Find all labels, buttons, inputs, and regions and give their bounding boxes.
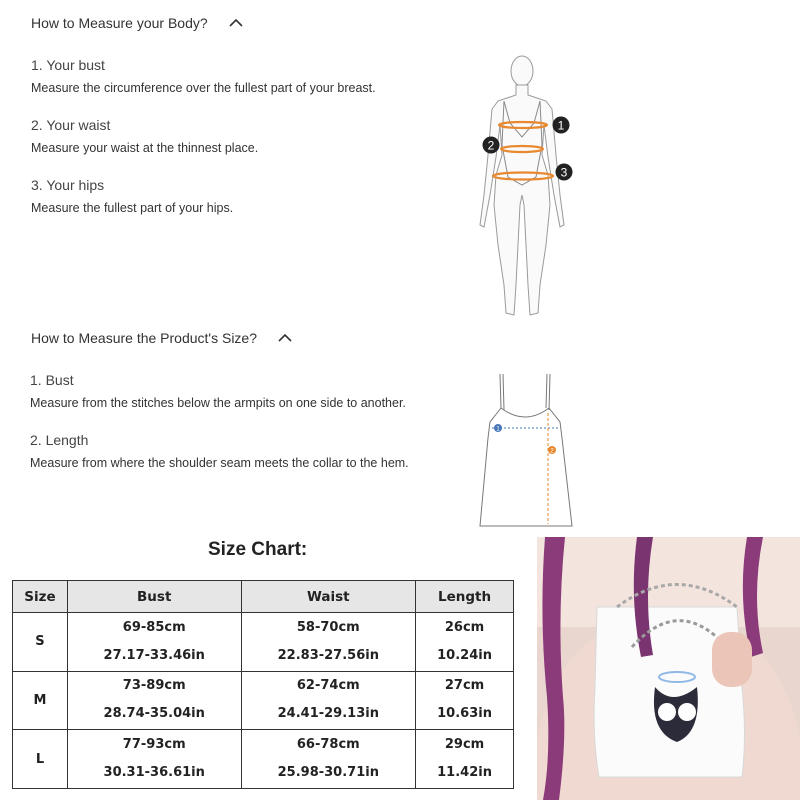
marker-3-icon bbox=[556, 164, 573, 181]
product-section-heading: How to Measure the Product's Size? bbox=[31, 330, 258, 346]
product-photo bbox=[537, 537, 800, 800]
bust-cm: 69-85cm bbox=[122, 619, 186, 635]
product-item-length-title: 2. Length bbox=[30, 432, 89, 448]
waist-cm: 66-78cm bbox=[296, 737, 360, 753]
body-section-toggle[interactable] bbox=[31, 15, 244, 31]
table-row bbox=[13, 730, 514, 789]
header-length: Length bbox=[416, 581, 514, 613]
chevron-up-icon[interactable] bbox=[228, 18, 244, 28]
length-cell bbox=[416, 613, 514, 672]
body-section-heading: How to Measure your Body? bbox=[31, 15, 208, 31]
bust-cell bbox=[67, 730, 241, 789]
waist-cell bbox=[241, 730, 416, 789]
body-item-hips-title: 3. Your hips bbox=[31, 177, 105, 193]
body-item-waist-title: 2. Your waist bbox=[31, 117, 111, 133]
waist-cm: 58-70cm bbox=[296, 619, 360, 635]
header-waist: Waist bbox=[241, 581, 416, 613]
bust-in: 28.74-35.04in bbox=[103, 706, 205, 722]
size-chart-table bbox=[12, 580, 514, 789]
length-cell bbox=[416, 730, 514, 789]
product-item-bust-desc: Measure from the stitches below the armpits on one side to another. bbox=[30, 396, 406, 410]
body-item-bust-desc: Measure the circumference over the fullest part of your breast. bbox=[31, 81, 376, 95]
length-in: 10.24in bbox=[437, 647, 492, 663]
svg-text:2: 2 bbox=[487, 138, 495, 153]
chevron-up-icon[interactable] bbox=[277, 333, 293, 343]
bust-cm: 73-89cm bbox=[122, 678, 186, 694]
size-cell: L bbox=[13, 730, 68, 789]
product-item-bust-title: 1. Bust bbox=[30, 372, 74, 388]
product-marker-2-icon bbox=[548, 446, 556, 455]
bust-in: 27.17-33.46in bbox=[103, 647, 205, 663]
body-item-bust-title: 1. Your bust bbox=[31, 57, 105, 73]
waist-in: 24.41-29.13in bbox=[277, 706, 379, 722]
size-cell: M bbox=[13, 671, 68, 730]
product-section-toggle[interactable] bbox=[31, 330, 293, 346]
svg-text:2: 2 bbox=[550, 448, 554, 455]
length-cm: 27cm bbox=[444, 678, 485, 694]
product-item-length-desc: Measure from where the shoulder seam meets the collar to the hem. bbox=[30, 456, 409, 470]
size-chart-title: Size Chart: bbox=[208, 539, 308, 560]
size-cell: S bbox=[13, 613, 68, 672]
length-in: 10.63in bbox=[437, 706, 492, 722]
table-header-row bbox=[13, 581, 514, 613]
waist-cell bbox=[241, 671, 416, 730]
bust-cm: 77-93cm bbox=[122, 737, 186, 753]
length-cm: 29cm bbox=[444, 737, 485, 753]
length-in: 11.42in bbox=[437, 765, 492, 781]
camisole-illustration bbox=[470, 368, 580, 533]
table-row bbox=[13, 613, 514, 672]
length-cm: 26cm bbox=[444, 619, 485, 635]
svg-text:1: 1 bbox=[496, 426, 500, 433]
svg-text:1: 1 bbox=[557, 118, 565, 133]
svg-text:3: 3 bbox=[560, 165, 568, 180]
marker-2-icon bbox=[483, 137, 500, 154]
waist-cell bbox=[241, 613, 416, 672]
header-bust: Bust bbox=[67, 581, 241, 613]
body-figure-illustration bbox=[470, 45, 590, 325]
waist-in: 25.98-30.71in bbox=[277, 765, 379, 781]
waist-in: 22.83-27.56in bbox=[277, 647, 379, 663]
body-item-waist-desc: Measure your waist at the thinnest place. bbox=[31, 141, 259, 155]
body-item-hips-desc: Measure the fullest part of your hips. bbox=[31, 201, 234, 215]
product-marker-1-icon bbox=[494, 424, 502, 433]
table-row bbox=[13, 671, 514, 730]
bust-cell bbox=[67, 671, 241, 730]
bust-cell bbox=[67, 613, 241, 672]
bust-in: 30.31-36.61in bbox=[103, 765, 205, 781]
header-size: Size bbox=[13, 581, 68, 613]
waist-cm: 62-74cm bbox=[296, 678, 360, 694]
marker-1-icon bbox=[553, 117, 570, 134]
length-cell bbox=[416, 671, 514, 730]
